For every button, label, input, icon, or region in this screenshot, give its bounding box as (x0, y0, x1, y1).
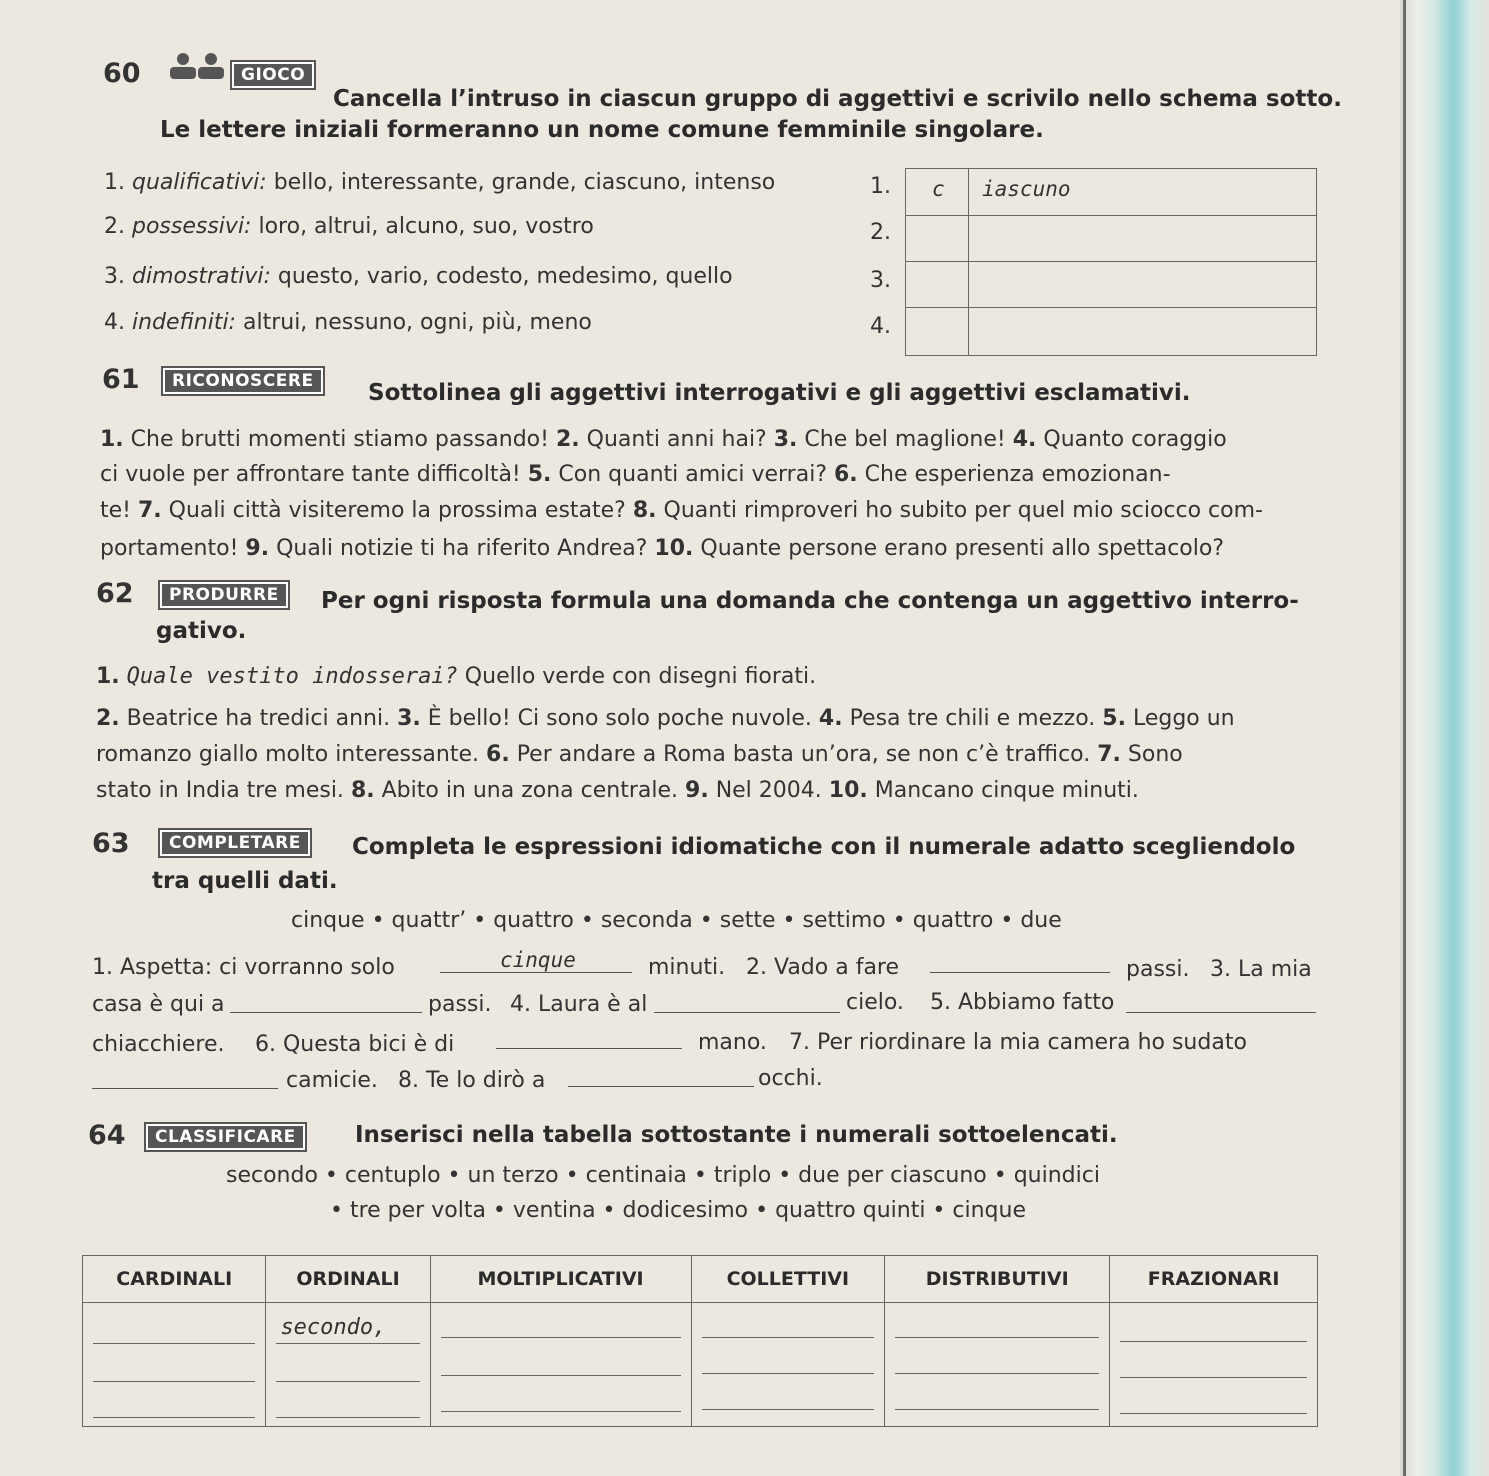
ex63-answer-1: cinque (500, 948, 576, 972)
cell-line (276, 1417, 419, 1418)
ex63-blank-1[interactable] (440, 972, 632, 973)
cell-line (441, 1337, 681, 1338)
cell-cardinali[interactable] (83, 1303, 266, 1427)
ex60-item-2: 2. possessivi: loro, altrui, alcuno, suo, vostro (104, 214, 594, 239)
cell-line (441, 1411, 681, 1412)
ex63-s6: 6. Questa bici è di (255, 1032, 455, 1057)
cell-line (93, 1343, 255, 1344)
ex63-s7b: camicie. (286, 1068, 378, 1093)
ex63-blank-7[interactable] (92, 1088, 278, 1089)
header-moltiplicativi: MOLTIPLICATIVI (430, 1256, 691, 1303)
ex63-s5b: chiacchiere. (92, 1032, 225, 1057)
ex61-line-2: ci vuole per affrontare tante difficoltà! 5. Con quanti amici verrai? 6. Che esperienza emozionan- (100, 462, 1171, 487)
ex61-line-4: portamento! 9. Quali notizie ti ha riferito Andrea? 10. Quante persone erano presenti allo spettacolo? (100, 536, 1225, 561)
ex63-title-line1: Completa le espressioni idiomatiche con il numerale adatto scegliendolo (352, 834, 1296, 860)
scheme-number-4: 4. (870, 314, 891, 339)
ex61-number: 61 (102, 364, 140, 395)
ex60-item-3: 3. dimostrativi: questo, vario, codesto, medesimo, quello (104, 264, 733, 289)
scheme-number-3: 3. (870, 268, 891, 293)
ex62-title-line2: gativo. (156, 618, 247, 644)
ex63-s2b: passi. (1126, 957, 1190, 982)
ex64-options-line1: secondo • centuplo • un terzo • centinaia • triplo • due per ciascuno • quindici (226, 1163, 1100, 1188)
ex63-blank-3[interactable] (230, 1012, 422, 1013)
ex63-s4: 4. Laura è al (510, 992, 648, 1017)
cell-line (895, 1373, 1099, 1374)
header-distributivi: DISTRIBUTIVI (885, 1256, 1110, 1303)
cell-line (1120, 1341, 1307, 1342)
ex63-s7: 7. Per riordinare la mia camera ho sudato (789, 1030, 1247, 1055)
header-ordinali: ORDINALI (266, 1256, 430, 1303)
ordinali-answer: secondo, (280, 1315, 387, 1340)
ex63-blank-4[interactable] (654, 1012, 840, 1013)
ex61-title: Sottolinea gli aggettivi interrogativi e gli aggettivi esclamativi. (368, 380, 1191, 406)
ex63-s1: 1. Aspetta: ci vorranno solo (92, 955, 395, 980)
ex63-blank-8[interactable] (568, 1086, 754, 1087)
ex63-s8: 8. Te lo dirò a (398, 1068, 546, 1093)
header-cardinali: CARDINALI (83, 1256, 266, 1303)
cell-line (441, 1375, 681, 1376)
ex62-line-2: 2. Beatrice ha tredici anni. 3. È bello! Ci sono solo poche nuvole. 4. Pesa tre chili e mezzo. 5. Leggo un (96, 706, 1235, 731)
cell-line (702, 1409, 875, 1410)
cell-frazionari[interactable] (1110, 1303, 1318, 1427)
ex60-title-line1: Cancella l’intruso in ciascun gruppo di aggettivi e scrivilo nello schema sotto. (333, 86, 1342, 112)
header-frazionari: FRAZIONARI (1110, 1256, 1318, 1303)
ex63-s4b: cielo. (846, 990, 904, 1015)
scheme-number-2: 2. (870, 220, 891, 245)
cell-line (1120, 1377, 1307, 1378)
ex63-title-line2: tra quelli dati. (152, 868, 338, 894)
answer-scheme (905, 168, 1317, 356)
cell-line (93, 1381, 255, 1382)
ex62-line-3: romanzo giallo molto interessante. 6. Per andare a Roma basta un’ora, se non c’è traffico. 7. Sono (96, 742, 1183, 767)
ex62-number: 62 (96, 578, 134, 609)
ex63-s3: 3. La mia (1210, 957, 1312, 982)
ex62-line-4: stato in India tre mesi. 8. Abito in una zona centrale. 9. Nel 2004. 10. Mancano cinque minuti. (96, 778, 1139, 803)
ex64-tag: CLASSIFICARE (146, 1124, 305, 1150)
ex63-number: 63 (92, 828, 130, 859)
ex63-tag: COMPLETARE (160, 830, 310, 856)
ex61-line-3: te! 7. Quali città visiteremo la prossima estate? 8. Quanti rimproveri ho subito per quel mio sciocco com- (100, 498, 1263, 523)
cell-line (93, 1417, 255, 1418)
scheme-divider (968, 169, 969, 355)
cell-ordinali[interactable] (266, 1303, 430, 1427)
cell-line (895, 1337, 1099, 1338)
ex63-blank-2[interactable] (930, 972, 1110, 973)
scheme-answer-letter: c (932, 177, 945, 201)
ex64-number: 64 (88, 1120, 126, 1151)
ex63-options: cinque • quattr’ • quattro • seconda • sette • settimo • quattro • due (291, 908, 1062, 933)
cell-line (276, 1343, 419, 1344)
pair-work-icon (168, 52, 228, 82)
ex60-item-4: 4. indefiniti: altrui, nessuno, ogni, più, meno (104, 310, 592, 335)
book-edge (1400, 0, 1489, 1476)
ex62-line-1: 1. Quale vestito indosserai? Quello verde con disegni fiorati. (96, 664, 817, 689)
ex64-options-line2: • tre per volta • ventina • dodicesimo • quattro quinti • cinque (330, 1198, 1026, 1223)
cell-line (702, 1337, 875, 1338)
ex63-s1b: minuti. (648, 955, 726, 980)
cell-line (1120, 1413, 1307, 1414)
ex63-s3b: casa è qui a (92, 992, 225, 1017)
ex63-s8b: occhi. (758, 1066, 823, 1091)
ex63-s2: 2. Vado a fare (746, 955, 900, 980)
ex62-title-line1: Per ogni risposta formula una domanda che contenga un aggettivo interro- (321, 588, 1299, 614)
cell-distributivi[interactable] (885, 1303, 1110, 1427)
ex60-item-1: 1. qualificativi: bello, interessante, grande, ciascuno, intenso (104, 170, 776, 195)
classification-table (82, 1255, 1318, 1427)
ex61-line-1: 1. Che brutti momenti stiamo passando! 2. Quanti anni hai? 3. Che bel maglione! 4. Quanto coraggio (100, 427, 1227, 452)
cell-line (702, 1373, 875, 1374)
scheme-answer-word: iascuno (982, 177, 1071, 201)
header-collettivi: COLLETTIVI (691, 1256, 885, 1303)
cell-collettivi[interactable] (691, 1303, 885, 1427)
ex63-s5: 5. Abbiamo fatto (930, 990, 1115, 1015)
book-spine-line (1403, 0, 1406, 1476)
ex62-tag: PRODURRE (160, 582, 288, 608)
cell-line (276, 1381, 419, 1382)
ex63-blank-6[interactable] (496, 1048, 682, 1049)
cell-line (895, 1409, 1099, 1410)
ex60-number: 60 (103, 58, 141, 89)
ex64-title: Inserisci nella tabella sottostante i numerali sottoelencati. (355, 1122, 1118, 1148)
ex60-title-line2: Le lettere iniziali formeranno un nome comune femminile singolare. (160, 117, 1044, 143)
ex61-tag: RICONOSCERE (163, 368, 323, 394)
ex60-tag: GIOCO (232, 62, 314, 88)
cell-moltiplicativi[interactable] (430, 1303, 691, 1427)
ex63-s3c: passi. (428, 992, 492, 1017)
scheme-number-1: 1. (870, 174, 891, 199)
ex63-s6b: mano. (698, 1030, 767, 1055)
ex63-blank-5[interactable] (1126, 1012, 1316, 1013)
